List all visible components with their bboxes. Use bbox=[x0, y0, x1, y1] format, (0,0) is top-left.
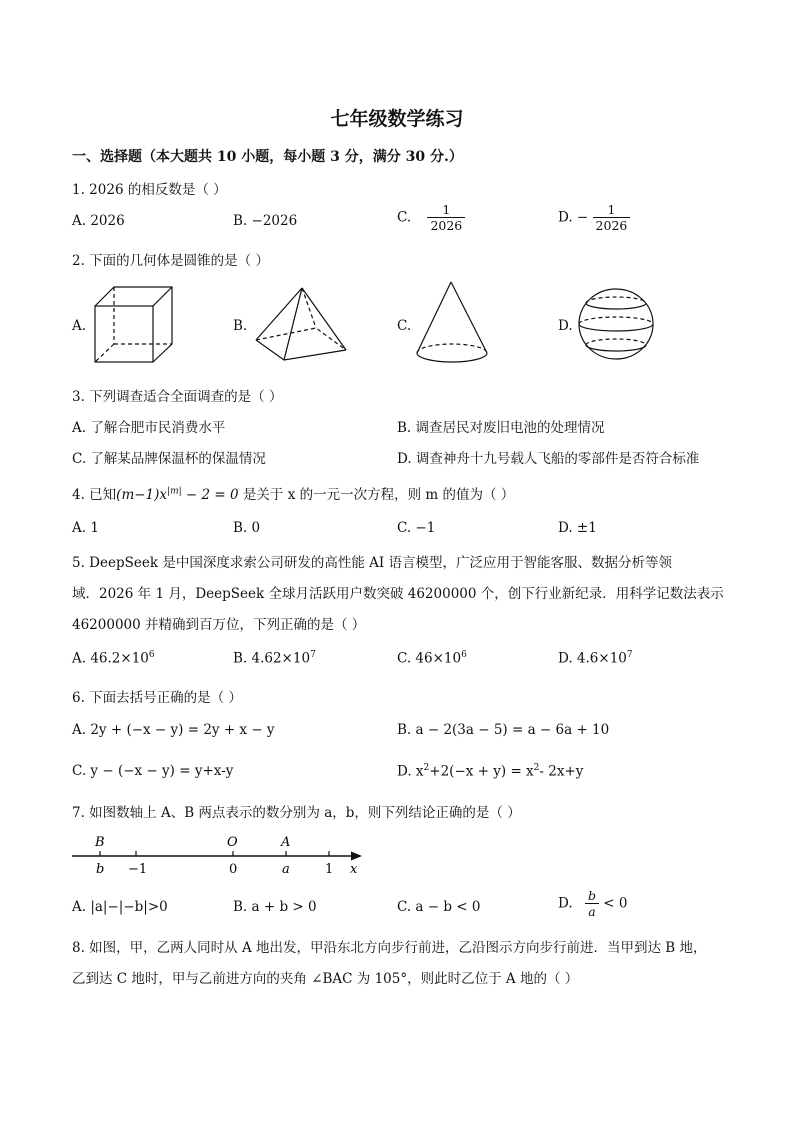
q6-d-exponent-1: 2 bbox=[423, 763, 430, 773]
q6-d-part-1: D. x bbox=[397, 763, 424, 780]
q6-d-part-2: +2(−x + y) = x bbox=[429, 763, 534, 780]
q4-option-b: B. 0 bbox=[233, 520, 261, 536]
q1-option-c-fraction bbox=[427, 202, 465, 233]
q6-option-d bbox=[397, 763, 583, 780]
q5-option-c-text: C. 46×10 bbox=[397, 650, 462, 667]
fraction-denominator: 2026 bbox=[595, 218, 628, 233]
q4-option-d: D. ±1 bbox=[558, 520, 597, 536]
q7-option-d-label: D. bbox=[558, 895, 573, 912]
q7-option-a: A. |a|−|−b|>0 bbox=[72, 899, 168, 915]
q7-option-d bbox=[558, 888, 627, 919]
q5-option-b-text: B. 4.62×10 bbox=[233, 650, 311, 667]
cube-figure bbox=[90, 282, 180, 364]
q6-option-c: C. y − (−x − y) = y+x-y bbox=[72, 763, 234, 779]
q1-option-c bbox=[397, 202, 465, 233]
q4-exponent: |m| bbox=[167, 486, 182, 497]
q4-option-a: A. 1 bbox=[72, 520, 99, 536]
q1-option-d-label: D. − bbox=[558, 209, 589, 226]
q6-d-part-3: - 2x+y bbox=[539, 763, 584, 780]
q1-option-b: B. −2026 bbox=[233, 213, 298, 229]
section-heading: 一、选择题（本大题共 10 小题，每小题 3 分，满分 30 分.） bbox=[72, 149, 463, 165]
label-a: a bbox=[282, 862, 290, 877]
label-B: B bbox=[95, 835, 105, 850]
label-1: 1 bbox=[325, 862, 334, 877]
q4-option-c: C. −1 bbox=[397, 520, 436, 536]
q3-option-c: C. 了解某品牌保温杯的保温情况 bbox=[72, 451, 266, 467]
label-minus-1: −1 bbox=[128, 862, 148, 877]
q5-option-c-exponent: 6 bbox=[461, 650, 467, 660]
q6-option-b: B. a − 2(3a − 5) = a − 6a + 10 bbox=[397, 722, 610, 738]
q4-equation: (m−1)x bbox=[116, 487, 168, 503]
label-A: A bbox=[281, 835, 291, 850]
q6-d-exponent-2: 2 bbox=[533, 763, 540, 773]
question-5-line-1: 5. DeepSeek 是中国深度求索公司研发的高性能 AI 语言模型，广泛应用于智能客服、数据分析等领 bbox=[72, 555, 672, 571]
fraction-numerator: 1 bbox=[427, 202, 465, 218]
q1-option-d bbox=[558, 202, 630, 233]
q7-option-d-inequality: < 0 bbox=[603, 895, 628, 912]
question-5-line-3: 46200000 并精确到百万位，下列正确的是（ ） bbox=[72, 617, 366, 633]
label-b: b bbox=[96, 862, 105, 877]
arrow-icon bbox=[351, 852, 362, 861]
q7-option-b: B. a + b > 0 bbox=[233, 899, 317, 915]
question-6-stem: 6. 下面去括号正确的是（ ） bbox=[72, 690, 242, 706]
q7-option-d-fraction bbox=[585, 888, 599, 919]
q5-option-a-text: A. 46.2×10 bbox=[72, 650, 149, 667]
q5-option-d bbox=[558, 650, 633, 667]
fraction-numerator: b bbox=[585, 888, 599, 904]
q5-option-a bbox=[72, 650, 155, 667]
label-x: x bbox=[350, 862, 358, 877]
question-3-stem: 3. 下列调查适合全面调查的是（ ） bbox=[72, 389, 283, 405]
fraction-denominator: a bbox=[588, 904, 596, 919]
question-2-stem: 2. 下面的几何体是圆锥的是（ ） bbox=[72, 253, 269, 269]
q4-stem-prefix: 4. 已知 bbox=[72, 487, 117, 503]
question-8-line-1: 8. 如图，甲，乙两人同时从 A 地出发，甲沿东北方向步行前进，乙沿图示方向步行前进．当甲到达 B 地， bbox=[72, 940, 707, 956]
q2-option-b: B. bbox=[233, 318, 248, 334]
q5-option-b-exponent: 7 bbox=[310, 650, 316, 660]
question-4-stem bbox=[72, 483, 514, 503]
q1-option-a: A. 2026 bbox=[72, 213, 125, 229]
q5-option-d-exponent: 7 bbox=[626, 650, 633, 660]
q5-option-a-exponent: 6 bbox=[148, 650, 155, 660]
q7-option-c: C. a − b < 0 bbox=[397, 899, 481, 915]
q4-equation-rest: − 2 = 0 bbox=[181, 487, 239, 503]
question-7-stem: 7. 如图数轴上 A、B 两点表示的数分别为 a，b，则下列结论正确的是（ ） bbox=[72, 805, 521, 821]
label-O: O bbox=[227, 835, 238, 850]
page-title: 七年级数学练习 bbox=[330, 108, 464, 130]
q6-option-a: A. 2y + (−x − y) = 2y + x − y bbox=[72, 722, 275, 738]
fraction-denominator: 2026 bbox=[430, 218, 463, 233]
sphere-figure bbox=[576, 286, 658, 362]
q1-option-d-fraction bbox=[593, 202, 631, 233]
number-line bbox=[66, 830, 376, 878]
pyramid-figure bbox=[252, 284, 350, 364]
question-1-stem: 1. 2026 的相反数是（ ） bbox=[72, 182, 227, 198]
q2-option-d: D. bbox=[558, 318, 573, 334]
q5-option-b bbox=[233, 650, 316, 667]
label-0: 0 bbox=[229, 862, 238, 877]
q5-option-d-text: D. 4.6×10 bbox=[558, 650, 627, 667]
q2-option-a: A. bbox=[72, 318, 87, 334]
question-5-line-2: 域．2026 年 1 月，DeepSeek 全球月活跃用户数突破 46200000 个，创下行业新纪录．用科学记数法表示 bbox=[72, 586, 724, 602]
question-8-line-2: 乙到达 C 地时，甲与乙前进方向的夹角 ∠BAC 为 105°，则此时乙位于 A 地的（ ） bbox=[72, 971, 579, 987]
q4-stem-suffix: 是关于 x 的一元一次方程，则 m 的值为（ ） bbox=[238, 487, 515, 503]
q3-option-b: B. 调查居民对废旧电池的处理情况 bbox=[397, 420, 605, 436]
q2-option-c: C. bbox=[397, 318, 412, 334]
q5-option-c bbox=[397, 650, 467, 667]
fraction-numerator: 1 bbox=[593, 202, 631, 218]
q3-option-d: D. 调查神舟十九号载人飞船的零部件是否符合标准 bbox=[397, 451, 700, 467]
q1-option-c-label: C. bbox=[397, 209, 412, 226]
cone-figure bbox=[412, 278, 492, 368]
q3-option-a: A. 了解合肥市民消费水平 bbox=[72, 420, 226, 436]
